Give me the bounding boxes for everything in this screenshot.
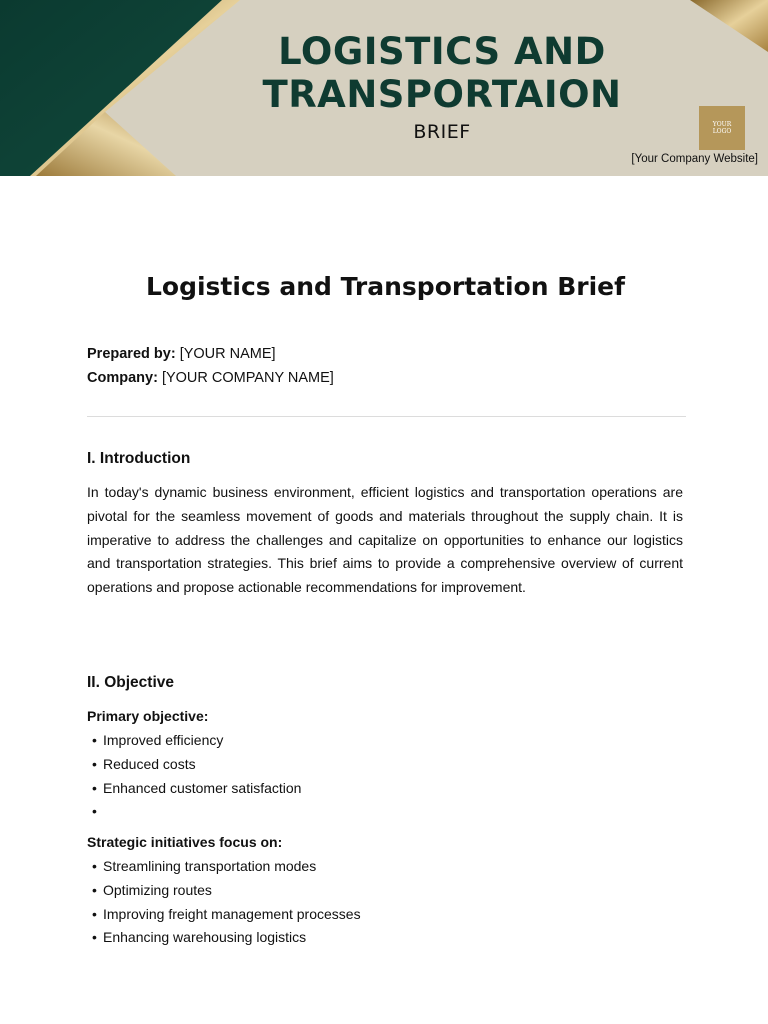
introduction-paragraph: In today's dynamic business environment, efficient logistics and transportation operations are pivotal for the seamless movement of goods and materials throughout the supply chain. It is imperative to address the challenges and capitalize on opportunities to enhance our logistics and transportation strategies. This brief aims to provide a comprehensive overview of current operations and propose actionable recommendations for improvement.: [87, 484, 683, 596]
prepared-by-value: [YOUR NAME]: [179, 346, 276, 362]
list-item: • Optimizing routes: [92, 879, 361, 903]
banner-title-line1: LOGISTICS AND: [278, 30, 606, 73]
banner-title-line2: TRANSPORTAION: [262, 73, 622, 116]
list-item: • Improving freight management processes: [92, 903, 361, 927]
section-divider: [87, 416, 686, 417]
company-label: Company:: [87, 370, 158, 386]
list-item: • Reduced costs: [92, 753, 301, 777]
document-title: Logistics and Transportation Brief: [145, 272, 626, 301]
objective-heading: II. Objective: [87, 674, 175, 691]
list-item: • Streamlining transportation modes: [92, 855, 361, 879]
company-logo: [699, 106, 745, 150]
company-value: [YOUR COMPANY NAME]: [161, 370, 334, 386]
list-item: • Improved efficiency: [92, 729, 301, 753]
logo-text-line1: YOUR: [712, 121, 732, 128]
banner-title: [200, 30, 684, 116]
company-website: [Your Company Website]: [631, 153, 758, 165]
list-item: • Enhancing warehousing logistics: [92, 926, 361, 950]
primary-objective-label: Primary objective:: [87, 708, 209, 724]
strategic-initiatives-label: Strategic initiatives focus on:: [87, 834, 283, 850]
strategic-initiatives-list: [92, 855, 361, 950]
prepared-by-label: Prepared by:: [87, 346, 176, 362]
logo-text-line2: LOGO: [712, 128, 732, 135]
document-meta: [87, 342, 334, 390]
header-banner: [0, 0, 768, 176]
list-item: [92, 800, 301, 824]
list-item: • Enhanced customer satisfaction: [92, 777, 301, 801]
company-row: [87, 366, 334, 390]
introduction-heading: I. Introduction: [87, 450, 191, 467]
primary-objective-list: [92, 729, 301, 824]
prepared-by-row: [87, 342, 334, 366]
banner-subtitle: BRIEF: [413, 121, 471, 143]
